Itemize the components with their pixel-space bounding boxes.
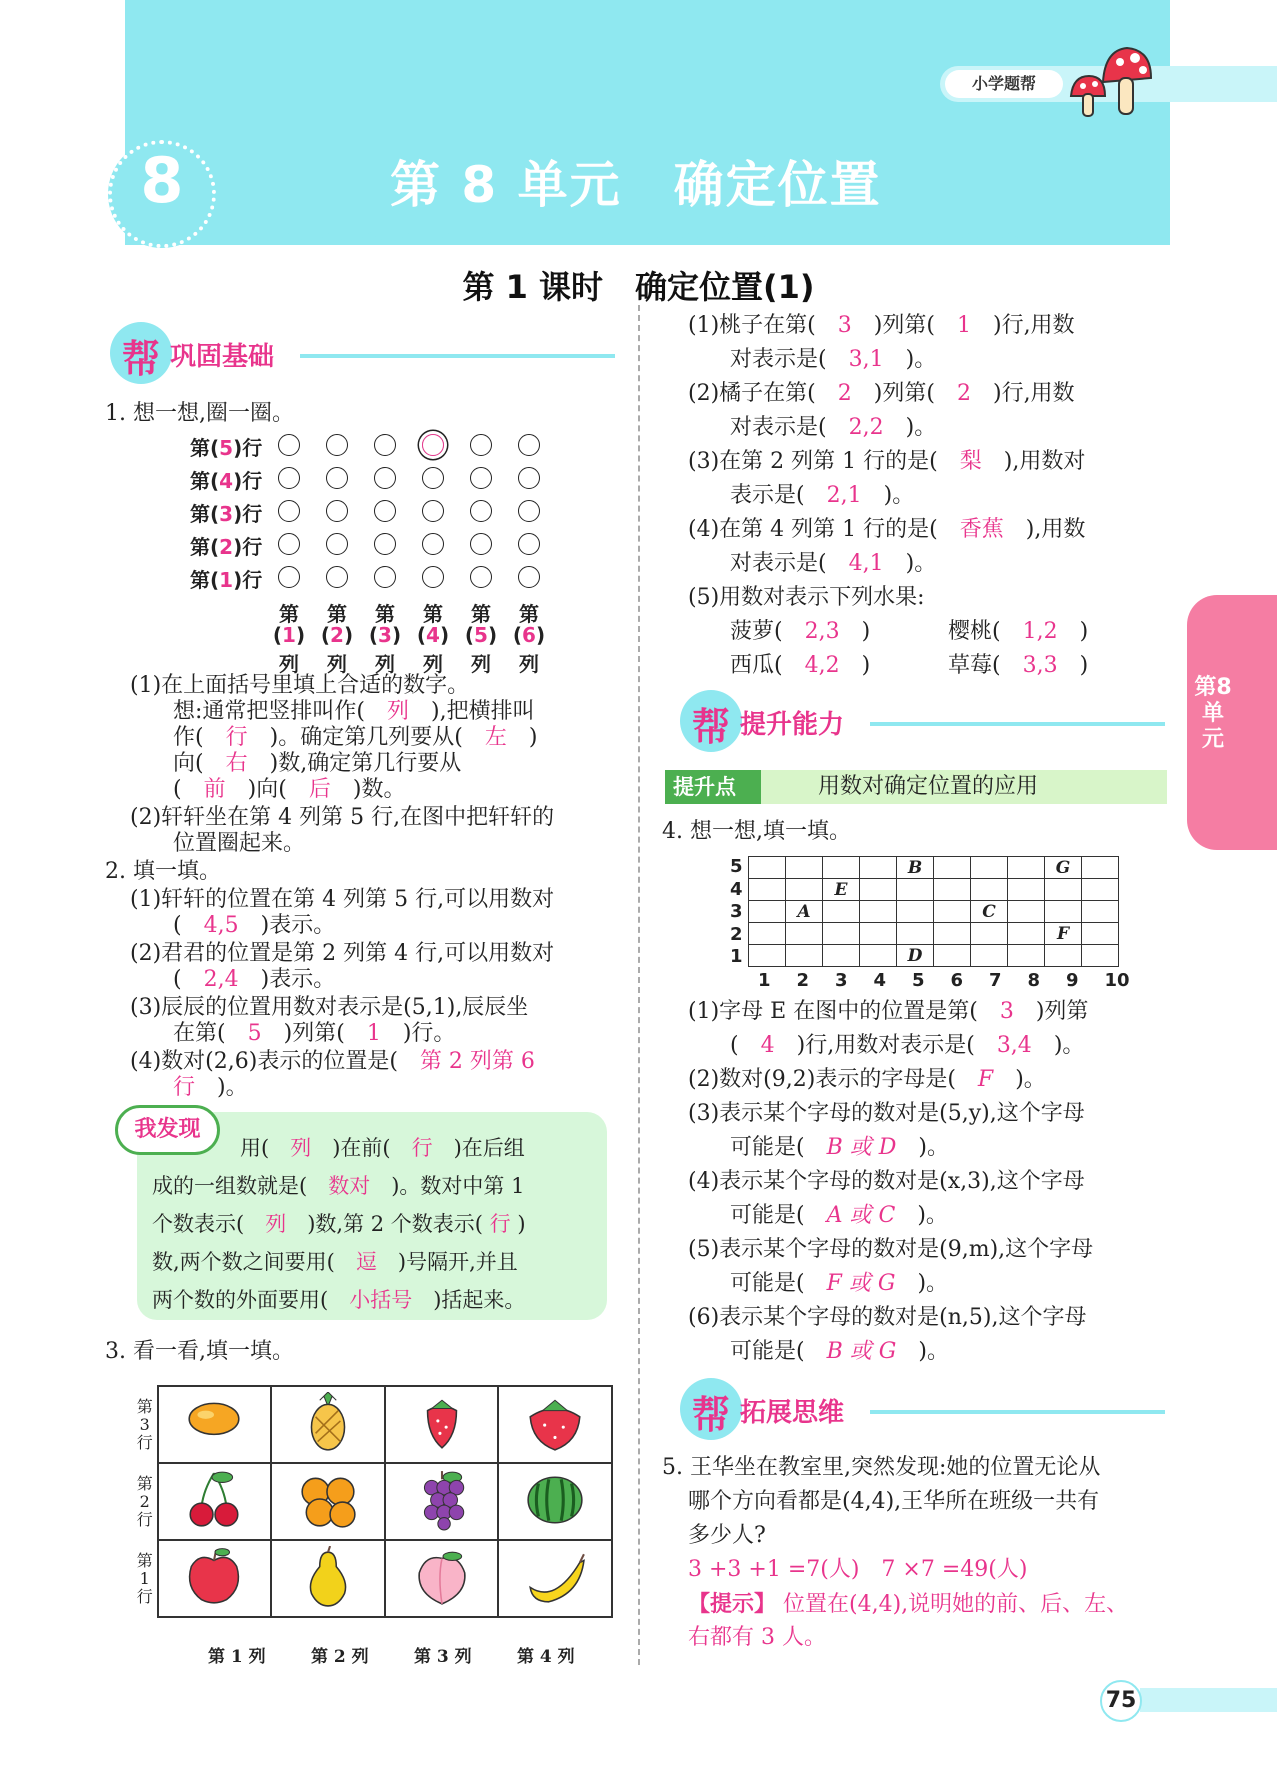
grid-cell (860, 857, 897, 879)
brand-label: 小学题帮 (945, 70, 1063, 98)
discovery-badge: 我发现 (115, 1105, 220, 1155)
page-number: 75 (1100, 1680, 1142, 1722)
row-label: 第(5)行 (190, 436, 263, 460)
fruit-cell (498, 1386, 612, 1463)
fruit-cell (271, 1540, 385, 1617)
side-tab-label: 第8单元 (1194, 675, 1232, 752)
q3-watermelon: 西瓜( 4,2 ) (730, 653, 871, 678)
bang-badge: 帮 (680, 690, 742, 752)
q4-line3-ans: 可能是( B 或 D )。 (730, 1135, 950, 1160)
row-label: 第(3)行 (190, 502, 263, 526)
grid-column-number: 1 (758, 970, 771, 991)
seat-circle[interactable] (374, 500, 396, 522)
fruit-table (133, 1385, 613, 1618)
grid-letter: A (786, 901, 823, 923)
q2-line4: (4)数对(2,6)表示的位置是( 第 2 列第 6 (130, 1049, 535, 1074)
unit-title: 第 8 单元 确定位置 (390, 156, 882, 214)
column-number: (1) (272, 623, 306, 647)
q3-s1-line2: 对表示是( 3,1 )。 (730, 347, 937, 372)
q2-line1-ans: ( 4,5 )表示。 (173, 913, 336, 938)
grid-letter: E (823, 879, 860, 901)
grid-column-number: 9 (1066, 970, 1079, 991)
grid-row-number: 3 (730, 901, 743, 922)
seat-circle[interactable] (470, 500, 492, 522)
column-divider (638, 305, 640, 1665)
grid-cell (1045, 879, 1082, 901)
q3-s3-line1: (3)在第 2 列第 1 行的是( 梨 ),用数对 (688, 449, 1086, 474)
fruit-cell (385, 1386, 499, 1463)
seat-circle[interactable] (518, 500, 540, 522)
grid-column-number: 4 (873, 970, 887, 991)
orange-icon (297, 1469, 359, 1531)
discovery-line4: 数,两个数之间要用( 逗 )号隔开,并且 (152, 1250, 518, 1274)
q1-part2: (2)轩轩坐在第 4 列第 5 行,在图中把轩轩的 (130, 805, 555, 830)
grid-column-number: 6 (950, 970, 964, 991)
strawberry-icon (411, 1392, 473, 1454)
section-title: 拓展思维 (740, 1398, 845, 1428)
grid-letter: G (1045, 857, 1082, 879)
row-label: 第(4)行 (190, 469, 263, 493)
seat-circle[interactable] (374, 467, 396, 489)
q5-line1: 5. 王华坐在教室里,突然发现:她的位置无论从 (662, 1455, 1101, 1480)
upgrade-tag: 提升点 (665, 770, 761, 804)
peach-icon (411, 1546, 473, 1608)
column-label: 第 (471, 602, 491, 626)
grid-cell (823, 923, 860, 945)
column-number: (6) (512, 623, 546, 647)
q4-line2: (2)数对(9,2)表示的字母是( F )。 (688, 1067, 1046, 1092)
seat-circle[interactable] (470, 467, 492, 489)
q1-think-line3: 向( 右 )数,确定第几行要从 (173, 751, 462, 776)
seat-circle[interactable] (278, 533, 300, 555)
fruit-cell (385, 1540, 499, 1617)
q3-s2-line1: (2)橘子在第( 2 )列第( 2 )行,用数 (688, 381, 1075, 406)
seat-circle[interactable] (326, 566, 348, 588)
q3-s3-line2: 表示是( 2,1 )。 (730, 483, 915, 508)
pineapple-icon (297, 1392, 359, 1454)
q5-hint-line1: 【提示】 位置在(4,4),说明她的前、后、左、 (688, 1591, 1129, 1617)
seat-circle[interactable] (374, 434, 396, 456)
grid-letter: C (971, 901, 1008, 923)
fruit-cell (271, 1463, 385, 1540)
fruit-row-label: 第 1 行 (136, 1550, 153, 1606)
fruit-cell (158, 1463, 272, 1540)
grid-cell (1008, 901, 1045, 923)
grid-cell (934, 923, 971, 945)
grid-cell (1045, 901, 1082, 923)
cherry-icon (183, 1469, 245, 1531)
grid-column-number: 7 (989, 970, 1002, 991)
grid-cell (860, 879, 897, 901)
seat-circle[interactable] (278, 566, 300, 588)
q5-line3: 多少人? (688, 1523, 766, 1548)
q1-title: 1. 想一想,圈一圈。 (105, 401, 294, 426)
grid-cell (786, 945, 823, 967)
banana-icon (524, 1546, 586, 1608)
grid-cell (971, 923, 1008, 945)
grape-icon (411, 1469, 473, 1531)
q3-s4-line2: 对表示是( 4,1 )。 (730, 551, 937, 576)
pear-icon (297, 1546, 359, 1608)
section-title: 提升能力 (740, 710, 845, 740)
grid-cell (1082, 901, 1119, 923)
seat-circle[interactable] (278, 434, 300, 456)
section-line (870, 722, 1165, 726)
q3-s5: (5)用数对表示下列水果: (688, 585, 925, 610)
grid-column-number: 5 (912, 970, 925, 991)
q1-think-line2: 作( 行 )。确定第几列要从( 左 ) (173, 725, 538, 750)
fruit-cell (158, 1386, 272, 1463)
grid-cell (860, 923, 897, 945)
column-label: 第 (327, 602, 347, 626)
q2-line3-ans: 在第( 5 )列第( 1 )行。 (173, 1021, 456, 1046)
q2-line1: (1)轩轩的位置在第 4 列第 5 行,可以用数对 (130, 887, 555, 912)
seat-circle[interactable] (518, 566, 540, 588)
section-expand-header (680, 1378, 1170, 1438)
q4-line1-cont: ( 4 )行,用数对表示是( 3,4 )。 (730, 1033, 1085, 1058)
q3-s1-line1: (1)桃子在第( 3 )列第( 1 )行,用数 (688, 313, 1075, 338)
grid-column-number: 10 (1104, 970, 1130, 991)
column-label: 第 (423, 602, 443, 626)
column-label: 列 (471, 652, 491, 676)
grid-cell (749, 879, 786, 901)
q2-line2: (2)君君的位置是第 2 列第 4 行,可以用数对 (130, 941, 555, 966)
banner-wave-edge (125, 222, 1170, 252)
watermelon-icon (524, 1469, 586, 1531)
q4-title: 4. 想一想,填一填。 (662, 819, 851, 844)
grid-letter: D (897, 945, 934, 967)
q1-part1: (1)在上面括号里填上合适的数字。 (130, 673, 470, 698)
fruit-row-label: 第 3 行 (136, 1396, 153, 1452)
grid-cell (897, 901, 934, 923)
q1-think-line4: ( 前 )向( 后 )数。 (173, 777, 406, 802)
q3-strawberry: 草莓( 3,3 ) (948, 653, 1089, 678)
q4-line1: (1)字母 E 在图中的位置是第( 3 )列第 (688, 999, 1089, 1024)
grid-cell (971, 879, 1008, 901)
section-line (300, 354, 615, 358)
section-improve-header (680, 690, 1170, 750)
grid-cell (860, 901, 897, 923)
grid-cell (823, 857, 860, 879)
discovery-line5: 两个数的外面要用( 小括号 )括起来。 (152, 1288, 526, 1312)
grid-cell (749, 923, 786, 945)
grid-cell (934, 857, 971, 879)
grid-row-number: 5 (730, 856, 743, 877)
q3-s4-line1: (4)在第 4 列第 1 行的是( 香蕉 ),用数 (688, 517, 1086, 542)
seat-circle[interactable] (278, 467, 300, 489)
grid-cell (749, 945, 786, 967)
column-label: 列 (375, 652, 395, 676)
seat-circle[interactable] (422, 533, 444, 555)
grid-column-number: 2 (796, 970, 810, 991)
q4-line4-ans: 可能是( A 或 C )。 (730, 1203, 948, 1228)
fruit-cell (271, 1386, 385, 1463)
page-strip (1140, 1688, 1277, 1712)
grid-cell (1008, 857, 1045, 879)
grid-row-number: 4 (730, 878, 743, 900)
q1-part2-cont: 位置圈起来。 (173, 831, 306, 856)
q4-line5: (5)表示某个字母的数对是(9,m),这个字母 (688, 1237, 1094, 1262)
column-number: (4) (416, 623, 450, 647)
seat-circle[interactable] (470, 434, 492, 456)
column-label: 第 (519, 602, 539, 626)
grid-column-number: 8 (1027, 970, 1041, 991)
fruit-row-label: 第 2 行 (136, 1473, 153, 1529)
q5-answer: 3 +3 +1 =7(人) 7 ×7 =49(人) (688, 1557, 1028, 1582)
unit-number-badge: 8 (108, 140, 216, 248)
q4-line3: (3)表示某个字母的数对是(5,y),这个字母 (688, 1101, 1085, 1126)
q5-hint-line2: 右都有 3 人。 (688, 1625, 826, 1650)
row-label: 第(1)行 (190, 568, 263, 592)
q2-title: 2. 填一填。 (105, 859, 221, 884)
column-number: (5) (464, 623, 498, 647)
grid-cell (1008, 945, 1045, 967)
grid-cell (749, 901, 786, 923)
grid-cell (823, 945, 860, 967)
section-basics-header (110, 322, 615, 382)
grid-cell (1008, 923, 1045, 945)
fruit-column-label: 第 2 列 (311, 1647, 369, 1667)
q3-cherry: 樱桃( 1,2 ) (948, 619, 1089, 644)
mango-icon (183, 1392, 245, 1454)
section-line (870, 1410, 1165, 1414)
bang-badge: 帮 (110, 322, 172, 384)
column-label: 第 (375, 602, 395, 626)
grid-cell (971, 945, 1008, 967)
grid-cell (786, 857, 823, 879)
bang-badge: 帮 (680, 1378, 742, 1440)
column-label: 列 (327, 652, 347, 676)
upgrade-text: 用数对确定位置的应用 (818, 774, 1039, 799)
discovery-line1: 用( 列 )在前( 行 )在后组 (240, 1136, 525, 1160)
fruit-column-label: 第 4 列 (517, 1647, 575, 1667)
seat-circle[interactable] (278, 500, 300, 522)
grid-cell (860, 945, 897, 967)
discovery-line2: 成的一组数就是( 数对 )。数对中第 1 (152, 1174, 525, 1198)
fruit-cell (158, 1540, 272, 1617)
column-label: 列 (423, 652, 443, 676)
q4-line5-ans: 可能是( F 或 G )。 (730, 1271, 949, 1296)
q1-think-line1: 想:通常把竖排叫作( 列 ),把横排叫 (173, 699, 535, 724)
fruit-cell (498, 1463, 612, 1540)
grid-cell (823, 901, 860, 923)
seat-circle[interactable] (326, 500, 348, 522)
grid-cell (934, 945, 971, 967)
row-label: 第(2)行 (190, 535, 263, 559)
grid-cell (934, 879, 971, 901)
discovery-line3: 个数表示( 列 )数,第 2 个数表示( 行 ) (152, 1212, 526, 1236)
q4-line6-ans: 可能是( B 或 G )。 (730, 1339, 949, 1364)
seat-circle[interactable] (326, 434, 348, 456)
grid-cell (1008, 879, 1045, 901)
grid-cell (897, 879, 934, 901)
seat-circle[interactable] (470, 566, 492, 588)
grid-cell (1082, 945, 1119, 967)
column-label: 列 (519, 652, 539, 676)
fruit-column-label: 第 1 列 (208, 1647, 266, 1667)
seat-circle[interactable] (422, 500, 444, 522)
q2-line4-cont: 行 )。 (173, 1075, 248, 1100)
grid-cell (934, 901, 971, 923)
column-label: 列 (279, 652, 299, 676)
seat-circle[interactable] (470, 533, 492, 555)
q3-title: 3. 看一看,填一填。 (105, 1339, 294, 1364)
seat-circle[interactable] (518, 533, 540, 555)
fruit-cell (385, 1463, 499, 1540)
seat-circle[interactable] (422, 467, 444, 489)
column-number: (2) (320, 623, 354, 647)
grid-cell (971, 857, 1008, 879)
grid-letter: F (1045, 923, 1082, 945)
seat-circle[interactable] (374, 533, 396, 555)
section-title: 巩固基础 (170, 342, 275, 372)
grid-cell (1082, 923, 1119, 945)
strawberry-big-icon (524, 1392, 586, 1454)
grid-cell (786, 879, 823, 901)
seat-circle[interactable] (422, 434, 444, 456)
q3-pineapple: 菠萝( 2,3 ) (730, 619, 871, 644)
grid-cell (897, 923, 934, 945)
fruit-column-label: 第 3 列 (414, 1647, 472, 1667)
column-number: (3) (368, 623, 402, 647)
grid-cell (786, 923, 823, 945)
seat-circle[interactable] (518, 434, 540, 456)
grid-cell (749, 857, 786, 879)
letter-grid (748, 856, 1119, 967)
grid-letter: B (897, 857, 934, 879)
seat-circle[interactable] (422, 566, 444, 588)
apple-icon (183, 1546, 245, 1608)
grid-row-number: 1 (730, 946, 743, 967)
seat-circle[interactable] (374, 566, 396, 588)
q4-line6: (6)表示某个字母的数对是(n,5),这个字母 (688, 1305, 1087, 1330)
q2-line2-ans: ( 2,4 )表示。 (173, 967, 336, 992)
seat-circle[interactable] (326, 467, 348, 489)
lesson-title: 第 1 课时 确定位置(1) (462, 268, 815, 306)
column-label: 第 (279, 602, 299, 626)
fruit-cell (498, 1540, 612, 1617)
grid-column-number: 3 (835, 970, 848, 991)
grid-cell (1082, 857, 1119, 879)
q2-line3: (3)辰辰的位置用数对表示是(5,1),辰辰坐 (130, 995, 529, 1020)
grid-cell (1082, 879, 1119, 901)
seat-circle[interactable] (518, 467, 540, 489)
seat-circle[interactable] (326, 533, 348, 555)
q3-s2-line2: 对表示是( 2,2 )。 (730, 415, 937, 440)
q5-line2: 哪个方向看都是(4,4),王华所在班级一共有 (688, 1489, 1100, 1514)
mushroom-icon (1065, 42, 1155, 122)
grid-row-number: 2 (730, 923, 743, 945)
q4-line4: (4)表示某个字母的数对是(x,3),这个字母 (688, 1169, 1085, 1194)
grid-cell (1045, 945, 1082, 967)
